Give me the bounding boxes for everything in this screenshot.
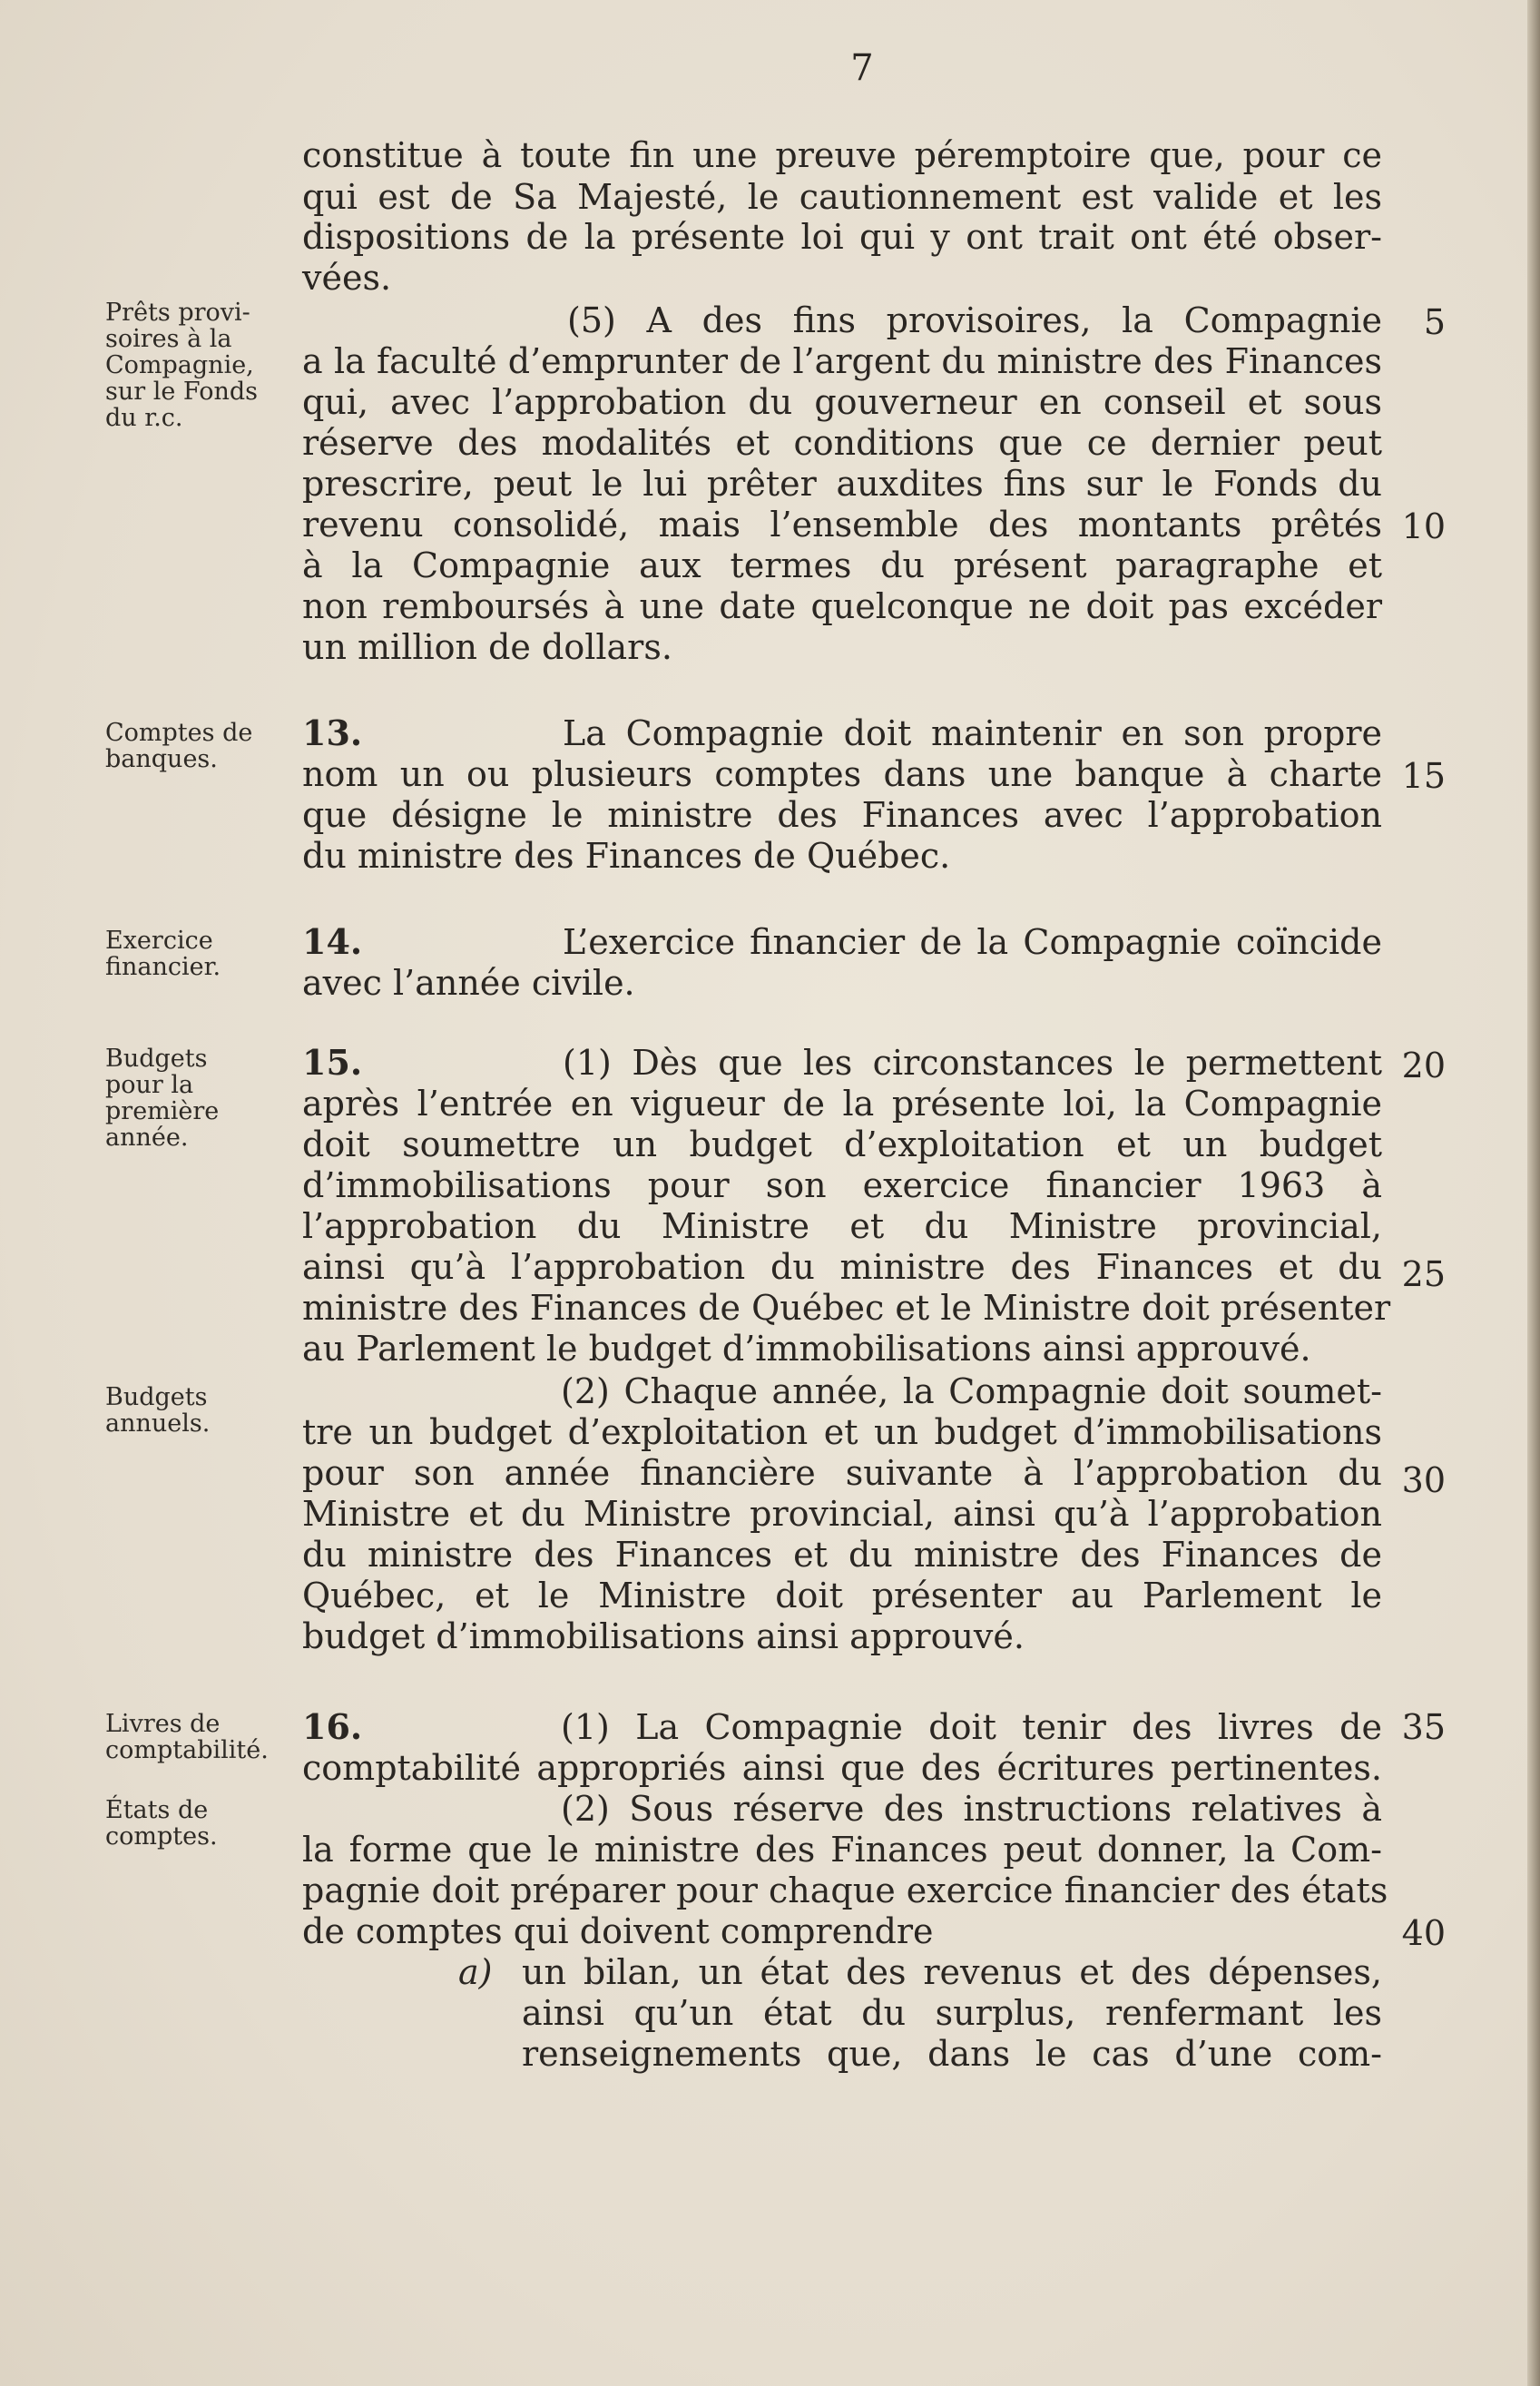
text-line: L’exercice financier de la Compagnie coïncide [563,922,1382,962]
text-line: La Compagnie doit maintenir en son propre [563,713,1382,753]
text-line: (5) A des fins provisoires, la Compagnie [567,300,1382,340]
margin-note: financier. [105,953,221,981]
text-line: Québec, et le Ministre doit présenter au Parlement le [302,1576,1382,1615]
line-number: 5 [1423,302,1446,342]
text-line: un bilan, un état des revenus et des dépenses, [522,1952,1382,1992]
page-number: 7 [850,47,874,89]
text-line: après l’entrée en vigueur de la présente loi, la Compagnie [302,1084,1382,1124]
margin-note: comptabilité. [105,1736,269,1764]
margin-note: du r.c. [105,404,183,432]
section-number: 13. [302,712,363,753]
line-number: 20 [1401,1046,1446,1085]
text-line: du ministre des Finances et du ministre des Finances de [302,1535,1382,1575]
line-number: 35 [1401,1707,1446,1747]
line-number: 40 [1401,1913,1446,1953]
line-number: 15 [1401,756,1446,796]
text-line: au Parlement le budget d’immobilisations ainsi approuvé. [302,1329,1311,1369]
text-line: renseignements que, dans le cas d’une com- [522,2034,1382,2074]
text-line: ainsi qu’un état du surplus, renfermant les [522,1993,1382,2033]
text-line: que désigne le ministre des Finances avec l’approbation [302,795,1382,835]
text-line: pour son année financière suivante à l’approbation du [302,1453,1382,1493]
text-line: avec l’année civile. [302,963,635,1003]
text-line: tre un budget d’exploitation et un budget d’immobilisations [302,1412,1382,1452]
margin-note: Prêts provi- [105,299,250,327]
text-line: vées. [302,258,392,298]
text-line: (1) Dès que les circonstances le permettent [563,1043,1382,1083]
text-line: du ministre des Finances de Québec. [302,836,951,876]
margin-note: États de [105,1796,209,1824]
text-line: d’immobilisations pour son exercice financier 1963 à [302,1165,1382,1205]
line-number: 10 [1401,506,1446,546]
margin-note: Compagnie, [105,351,254,379]
text-line: doit soumettre un budget d’exploitation et un budget [302,1124,1382,1164]
margin-note: soires à la [105,325,232,353]
text-line: réserve des modalités et conditions que ce dernier peut [302,423,1382,463]
text-line: a la faculté d’emprunter de l’argent du ministre des Finances [302,341,1382,381]
margin-note: première [105,1097,220,1125]
text-line: budget d’immobilisations ainsi approuvé. [302,1616,1025,1656]
text-line: dispositions de la présente loi qui y ont trait ont été obser- [302,217,1382,257]
margin-note: année. [105,1124,189,1152]
margin-note: comptes. [105,1822,218,1851]
margin-note: annuels. [105,1409,211,1438]
text-line: ainsi qu’à l’approbation du ministre des Finances et du [302,1247,1382,1287]
text-line: (2) Chaque année, la Compagnie doit soumet- [561,1371,1382,1411]
margin-note: banques. [105,745,218,773]
text-line: constitue à toute fin une preuve péremptoire que, pour ce [302,135,1382,175]
section-number: 16. [302,1706,363,1747]
text-line: l’approbation du Ministre et du Ministre provincial, [302,1206,1382,1246]
margin-note: sur le Fonds [105,378,258,406]
line-number: 30 [1401,1460,1446,1500]
text-line: la forme que le ministre des Finances peut donner, la Com- [302,1830,1382,1870]
text-line: revenu consolidé, mais l’ensemble des montants prêtés [302,505,1382,545]
margin-note: Budgets [105,1045,208,1073]
margin-note: Exercice [105,927,213,955]
list-marker: a) [458,1952,493,1992]
text-line: qui, avec l’approbation du gouverneur en conseil et sous [302,382,1382,422]
text-line: un million de dollars. [302,627,672,667]
text-line: de comptes qui doivent comprendre [302,1911,934,1951]
text-line: comptabilité appropriés ainsi que des écritures pertinentes. [302,1748,1382,1788]
text-line: nom un ou plusieurs comptes dans une banque à charte [302,754,1382,794]
margin-note: Budgets [105,1383,208,1411]
text-line: prescrire, peut le lui prêter auxdites fins sur le Fonds du [302,464,1382,504]
text-line: à la Compagnie aux termes du présent paragraphe et [302,545,1382,585]
text-line: qui est de Sa Majesté, le cautionnement est valide et les [302,177,1382,217]
page-edge [1527,0,1540,2386]
text-line: (2) Sous réserve des instructions relatives à [561,1789,1382,1829]
text-line: (1) La Compagnie doit tenir des livres de [561,1707,1382,1747]
text-line: Ministre et du Ministre provincial, ainsi qu’à l’approbation [302,1494,1382,1534]
section-number: 14. [302,921,363,962]
text-line: non remboursés à une date quelconque ne doit pas excéder [302,586,1382,626]
margin-note: pour la [105,1071,194,1099]
line-number: 25 [1401,1254,1446,1294]
section-number: 15. [302,1042,363,1083]
text-line: ministre des Finances de Québec et le Ministre doit présenter [302,1288,1391,1328]
margin-note: Livres de [105,1710,221,1738]
text-line: pagnie doit préparer pour chaque exercice financier des états [302,1871,1388,1910]
margin-note: Comptes de [105,719,253,747]
